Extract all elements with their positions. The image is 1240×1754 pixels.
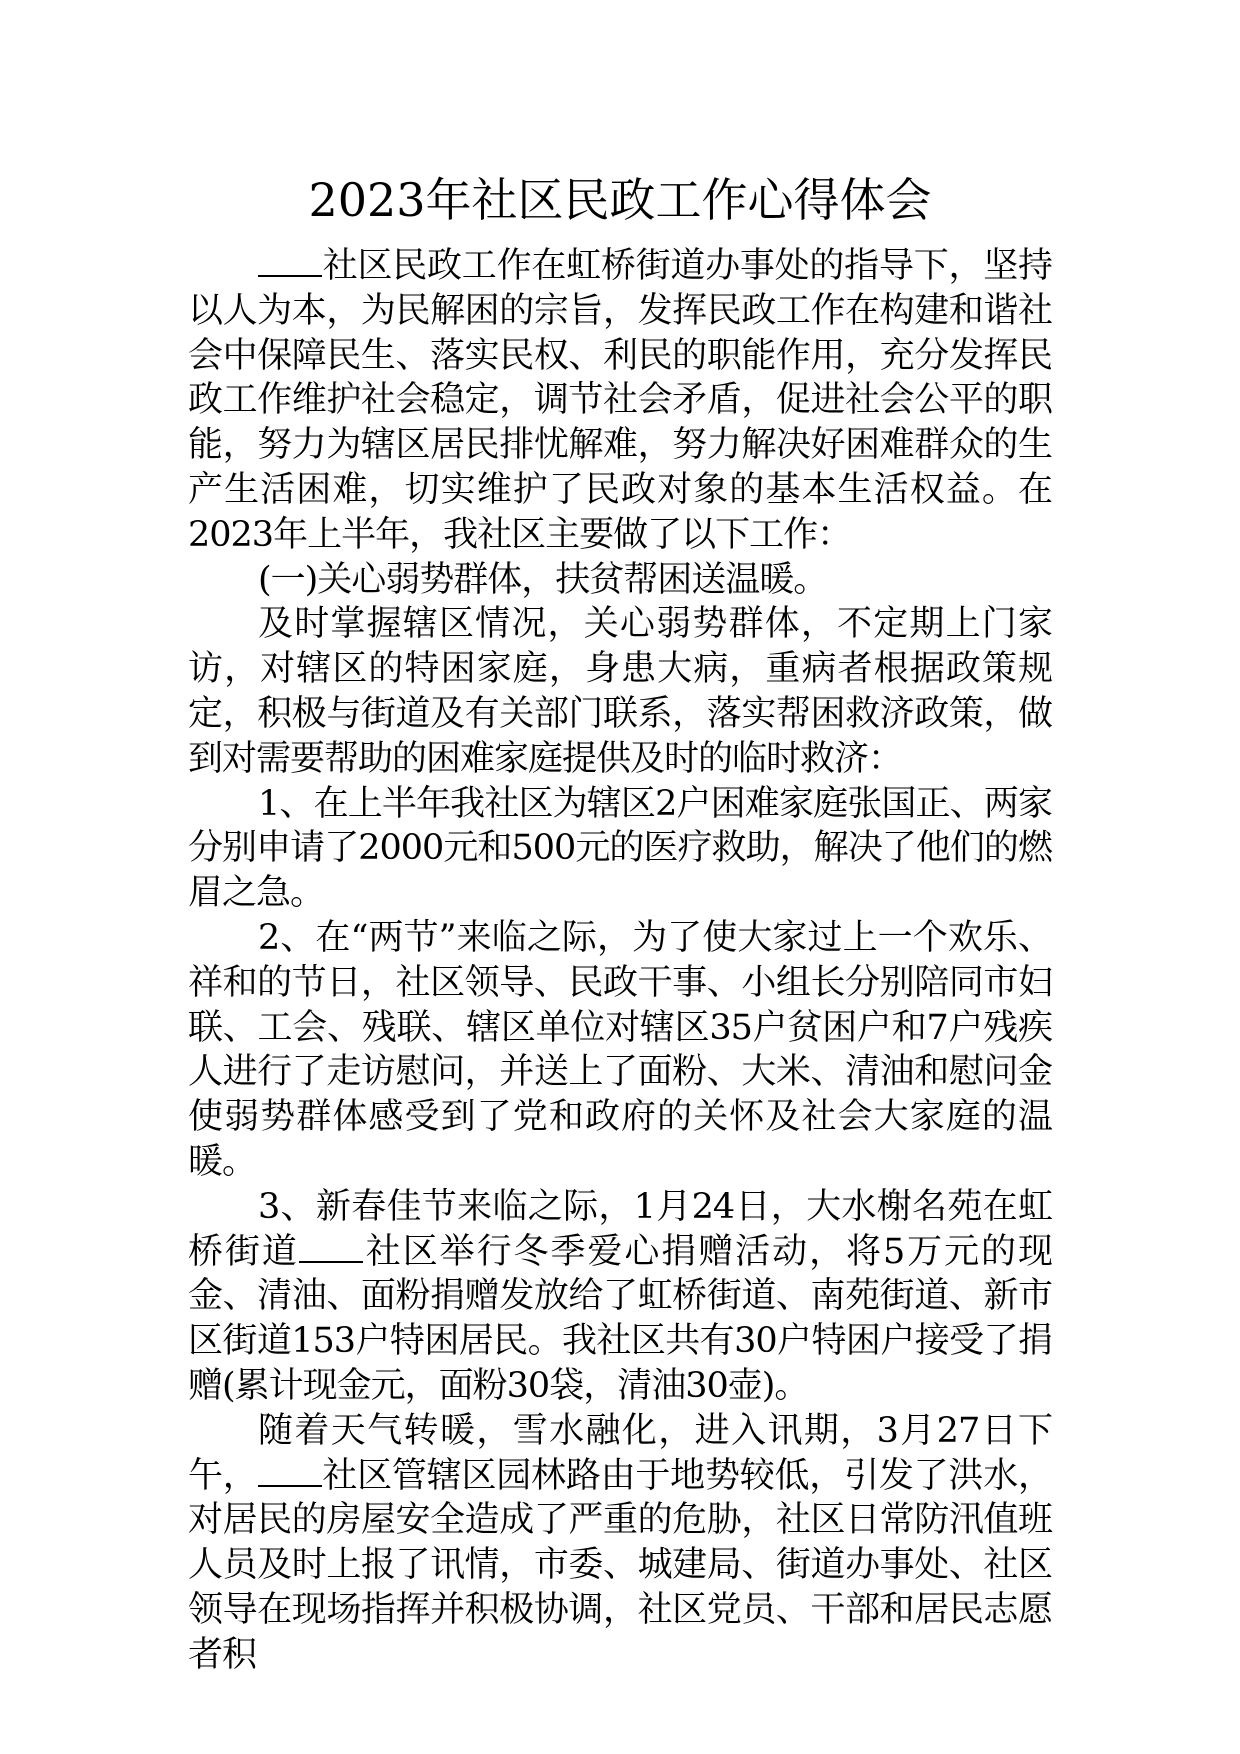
blank-underline (258, 1455, 322, 1487)
paragraph-text: (一)关心弱势群体，扶贫帮困送温暖。 (258, 559, 828, 600)
document-body (188, 244, 1052, 1678)
blank-underline (299, 1231, 363, 1263)
paragraph-text-start: 随着天气转暖，雪水融化，进入讯期，3月27日下午， (188, 1410, 1052, 1496)
blank-underline (258, 245, 322, 277)
paragraph-4 (188, 782, 1052, 916)
paragraph-7 (188, 1409, 1052, 1678)
paragraph-text: 1、在上半年我社区为辖区2户困难家庭张国正、两家分别申请了2000元和500元的医疗救助，解决了他们的燃眉之急。 (188, 783, 1052, 914)
paragraph-text: 社区民政工作在虹桥街道办事处的指导下，坚持以人为本，为民解困的宗旨，发挥民政工作在构建和谐社会中保障民生、落实民权、利民的职能作用，充分发挥民政工作维护社会稳定，调节社会矛盾，促进社会公平的职能，努力为辖区居民排忧解难，努力解决好困难群众的生产生活困难，切实维护了民政对象的基本生活权益。在2023年上半年，我社区主要做了以下工作： (188, 246, 1052, 555)
paragraph-text: 2、在“两节”来临之际，为了使大家过上一个欢乐、祥和的节日，社区领导、民政干事、小组长分别陪同市妇联、工会、残联、辖区单位对辖区35户贫困户和7户残疾人进行了走访慰问，并送上了面粉、大米、清油和慰问金使弱势群体感受到了党和政府的关怀及社会大家庭的温暖。 (188, 917, 1052, 1182)
paragraph-1 (188, 244, 1052, 558)
paragraph-text-start: 3、新春佳节来临之际，1月24日，大水榭名苑在虹桥街道 (188, 1186, 1052, 1272)
paragraph-text: 社区举行冬季爱心捐赠活动，将5万元的现金、清油、面粉捐赠发放给了虹桥街道、南苑街道、新市区街道153户特困居民。我社区共有30户特困户接受了捐赠(累计现金元，面粉30袋，清油30壶)。 (188, 1231, 1052, 1406)
paragraph-3 (188, 602, 1052, 781)
paragraph-text: 及时掌握辖区情况，关心弱势群体，不定期上门家访，对辖区的特困家庭，身患大病，重病者根据政策规定，积极与街道及有关部门联系，落实帮困救济政策，做到对需要帮助的困难家庭提供及时的临时救济： (188, 604, 1052, 779)
paragraph-text: 社区管辖区园林路由于地势较低，引发了洪水，对居民的房屋安全造成了严重的危胁，社区日常防汛值班人员及时上报了讯情，市委、城建局、街道办事处、社区领导在现场指挥并积极协调，社区党员、干部和居民志愿者积 (188, 1455, 1052, 1675)
paragraph-6 (188, 1185, 1052, 1409)
document-title: 2023年社区民政工作心得体会 (308, 173, 932, 227)
paragraph-5 (188, 916, 1052, 1185)
paragraph-2 (188, 558, 1052, 603)
